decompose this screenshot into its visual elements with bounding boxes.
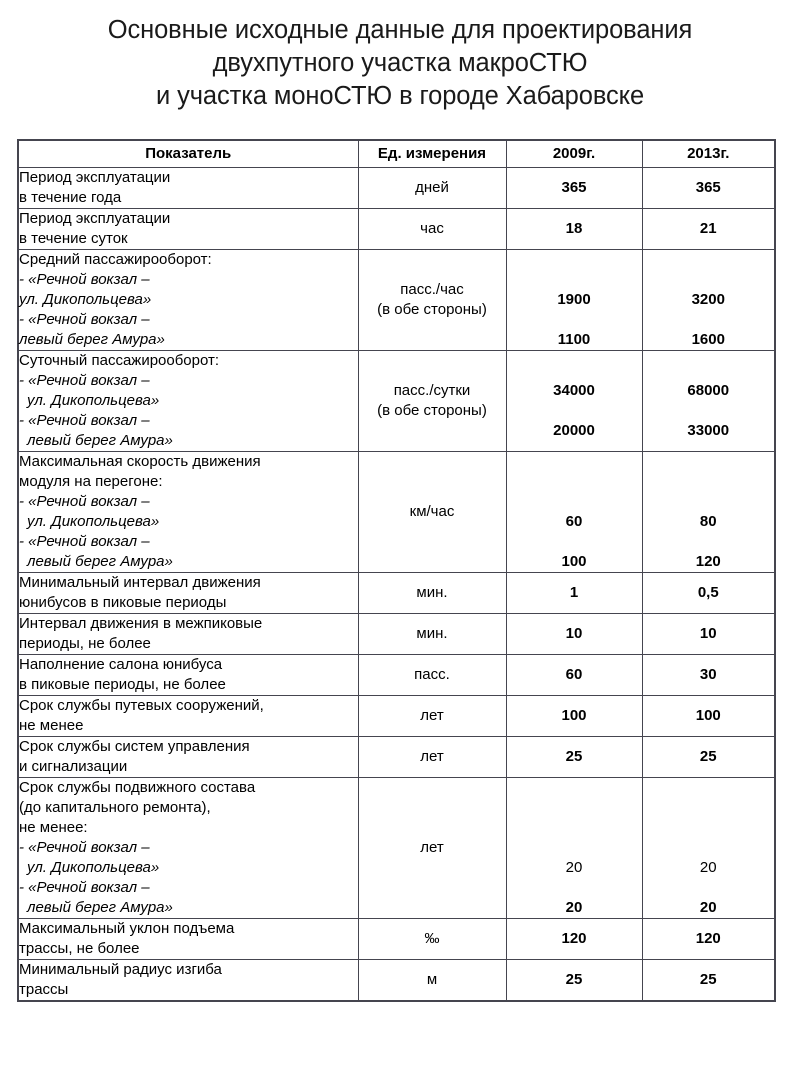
value-cell-2013: [642, 919, 775, 960]
spacer: [643, 492, 775, 512]
indicator-line: Средний пассажирооборот:: [19, 251, 212, 268]
indicator-cell: [18, 614, 358, 655]
cell-value: 25: [565, 971, 583, 988]
value-cell-2013: [642, 778, 775, 919]
spacer: [507, 310, 642, 330]
indicator-cell: [18, 573, 358, 614]
cell-value: 365: [561, 179, 587, 196]
cell-value: 30: [699, 666, 717, 683]
spacer: [507, 270, 642, 290]
unit-line: (в обе стороны): [377, 301, 487, 318]
value-cell-2009: [506, 919, 642, 960]
spacer: [643, 532, 775, 552]
table-body: [18, 168, 775, 1002]
spacer: [507, 838, 642, 858]
cell-value: 120: [695, 553, 721, 570]
value-cell-2013: [642, 209, 775, 250]
table-row: [18, 573, 775, 614]
spacer: [643, 778, 775, 798]
value-cell-2013: [642, 250, 775, 351]
indicator-cell: [18, 250, 358, 351]
indicator-line: Период эксплуатации: [19, 210, 171, 227]
unit-line: пасс.: [414, 666, 450, 683]
unit-line: км/час: [409, 503, 455, 520]
value-cell-2009: [506, 614, 642, 655]
title-line-1: Основные исходные данные для проектирования: [107, 16, 693, 44]
indicator-line: Максимальный уклон подъема: [19, 920, 235, 937]
cell-value: 20: [565, 859, 583, 876]
cell-value: 120: [695, 930, 721, 947]
spacer: [643, 472, 775, 492]
indicator-line: трассы: [19, 981, 69, 998]
value-cell-2013: [642, 737, 775, 778]
indicator-line: Минимальный радиус изгиба: [19, 961, 222, 978]
indicator-cell: [18, 452, 358, 573]
title-line-3: и участка моноСТЮ в городе Хабаровске: [155, 82, 645, 110]
indicator-line: Период эксплуатации: [19, 169, 171, 186]
cell-value: 20: [699, 859, 717, 876]
indicator-line: ул. Дикопольцева»: [27, 513, 160, 530]
cell-value: 100: [561, 707, 587, 724]
unit-cell: [358, 168, 506, 209]
cell-value: 60: [565, 513, 583, 530]
indicator-line: левый берег Амура»: [27, 899, 173, 916]
unit-cell: [358, 351, 506, 452]
table-row: [18, 655, 775, 696]
cell-value: 25: [565, 748, 583, 765]
indicator-cell: [18, 696, 358, 737]
spacer: [507, 250, 642, 270]
unit-line: пасс./сутки: [393, 382, 471, 399]
spacer: [643, 361, 775, 381]
spacer: [507, 778, 642, 798]
cell-value: 10: [565, 625, 583, 642]
cell-value: 0,5: [697, 584, 719, 601]
spacer: [643, 452, 775, 472]
title-line-2: двухпутного участка макроСТЮ: [212, 49, 588, 77]
cell-value: 120: [561, 930, 587, 947]
value-cell-2009: [506, 696, 642, 737]
cell-value: 1100: [557, 331, 591, 348]
indicator-line: - «Речной вокзал –: [19, 412, 150, 429]
spacer: [643, 838, 775, 858]
spacer: [507, 798, 642, 818]
cell-value: 25: [699, 748, 717, 765]
indicator-line: Срок службы систем управления: [19, 738, 250, 755]
unit-line: час: [420, 220, 444, 237]
value-cell-2013: [642, 351, 775, 452]
cell-value: 25: [699, 971, 717, 988]
unit-cell: [358, 250, 506, 351]
indicator-line: Максимальная скорость движения: [19, 453, 261, 470]
cell-value: 1900: [557, 291, 591, 308]
value-cell-2009: [506, 209, 642, 250]
indicator-line: - «Речной вокзал –: [19, 271, 150, 288]
indicator-line: в течение года: [19, 189, 122, 206]
table-header: [18, 140, 775, 168]
spacer: [507, 818, 642, 838]
unit-cell: [358, 778, 506, 919]
table-row: [18, 778, 775, 919]
indicator-line: не менее: [19, 717, 84, 734]
unit-cell: [358, 960, 506, 1002]
indicator-line: в пиковые периоды, не более: [19, 676, 226, 693]
indicator-cell: [18, 168, 358, 209]
unit-line: лет: [420, 707, 444, 724]
spacer: [643, 401, 775, 421]
indicator-line: Срок службы путевых сооружений,: [19, 697, 264, 714]
cell-value: 20000: [553, 422, 595, 439]
indicator-line: ул. Дикопольцева»: [19, 291, 152, 308]
indicator-line: Наполнение салона юнибуса: [19, 656, 223, 673]
indicator-line: юнибусов в пиковые периоды: [19, 594, 227, 611]
indicator-cell: [18, 351, 358, 452]
value-cell-2009: [506, 351, 642, 452]
spacer: [643, 798, 775, 818]
unit-line: лет: [420, 839, 444, 856]
spacer: [643, 878, 775, 898]
cell-value: 33000: [687, 422, 730, 439]
unit-cell: [358, 614, 506, 655]
value-cell-2009: [506, 250, 642, 351]
unit-cell: [358, 573, 506, 614]
indicator-line: левый берег Амура»: [27, 553, 173, 570]
value-cell-2013: [642, 452, 775, 573]
indicator-line: ул. Дикопольцева»: [27, 859, 160, 876]
indicator-line: - «Речной вокзал –: [19, 879, 150, 896]
unit-cell: [358, 655, 506, 696]
indicator-line: и сигнализации: [19, 758, 128, 775]
table-row: [18, 351, 775, 452]
spacer: [507, 452, 642, 472]
table-row: [18, 960, 775, 1002]
unit-line: пасс./час: [400, 281, 464, 298]
indicator-line: - «Речной вокзал –: [19, 311, 150, 328]
spacer: [643, 250, 775, 270]
cell-value: 68000: [687, 382, 730, 399]
spacer: [643, 818, 775, 838]
value-cell-2013: [642, 655, 775, 696]
indicator-cell: [18, 209, 358, 250]
table-row: [18, 168, 775, 209]
value-cell-2013: [642, 960, 775, 1002]
indicator-line: левый берег Амура»: [27, 432, 173, 449]
indicator-line: - «Речной вокзал –: [19, 493, 150, 510]
unit-cell: [358, 209, 506, 250]
table-header-row: [18, 140, 775, 168]
unit-line: лет: [420, 748, 444, 765]
indicator-line: в течение суток: [19, 230, 128, 247]
value-cell-2009: [506, 573, 642, 614]
indicator-line: левый берег Амура»: [19, 331, 165, 348]
value-cell-2013: [642, 168, 775, 209]
value-cell-2009: [506, 778, 642, 919]
data-table-container: [17, 139, 776, 1002]
indicator-cell: [18, 960, 358, 1002]
indicator-line: Суточный пассажирооборот:: [19, 352, 220, 369]
column-header-unit: Ед. измерения: [358, 140, 506, 168]
cell-value: 21: [699, 220, 717, 237]
value-cell-2009: [506, 452, 642, 573]
indicator-line: периоды, не более: [19, 635, 151, 652]
value-cell-2013: [642, 696, 775, 737]
cell-value: 1: [569, 584, 579, 601]
spacer: [507, 878, 642, 898]
cell-value: 100: [561, 553, 587, 570]
indicator-line: - «Речной вокзал –: [19, 533, 150, 550]
cell-value: 20: [565, 899, 583, 916]
table-row: [18, 696, 775, 737]
spacer: [507, 532, 642, 552]
value-cell-2009: [506, 168, 642, 209]
cell-value: 60: [565, 666, 583, 683]
indicator-line: не менее:: [19, 819, 88, 836]
indicator-cell: [18, 919, 358, 960]
unit-line: мин.: [416, 625, 448, 642]
indicator-line: ул. Дикопольцева»: [27, 392, 160, 409]
table-row: [18, 250, 775, 351]
cell-value: 365: [695, 179, 721, 196]
spacer: [643, 270, 775, 290]
table-row: [18, 919, 775, 960]
cell-value: 80: [699, 513, 717, 530]
unit-line: (в обе стороны): [377, 402, 487, 419]
spacer: [643, 310, 775, 330]
spacer: [507, 401, 642, 421]
indicator-cell: [18, 737, 358, 778]
cell-value: 3200: [691, 291, 725, 308]
cell-value: 10: [699, 625, 717, 642]
unit-line: дней: [415, 179, 449, 196]
unit-cell: [358, 452, 506, 573]
indicator-line: - «Речной вокзал –: [19, 839, 150, 856]
unit-line: м: [426, 971, 438, 988]
unit-line: ‰: [424, 930, 440, 947]
indicator-line: - «Речной вокзал –: [19, 372, 150, 389]
cell-value: 18: [565, 220, 583, 237]
value-cell-2009: [506, 960, 642, 1002]
indicator-line: Интервал движения в межпиковые: [19, 615, 263, 632]
value-cell-2013: [642, 573, 775, 614]
table-row: [18, 614, 775, 655]
cell-value: 34000: [553, 382, 595, 399]
cell-value: 100: [695, 707, 721, 724]
table-row: [18, 737, 775, 778]
indicator-line: модуля на перегоне:: [19, 473, 163, 490]
indicator-cell: [18, 778, 358, 919]
table-row: [18, 452, 775, 573]
unit-cell: [358, 696, 506, 737]
column-header-indicator: Показатель: [18, 140, 358, 168]
spacer: [507, 472, 642, 492]
indicator-line: Срок службы подвижного состава: [19, 779, 256, 796]
page-title: [0, 0, 800, 113]
value-cell-2009: [506, 655, 642, 696]
unit-cell: [358, 919, 506, 960]
indicator-line: Минимальный интервал движения: [19, 574, 261, 591]
value-cell-2013: [642, 614, 775, 655]
indicator-line: трассы, не более: [19, 940, 140, 957]
column-header-2013: 2013г.: [642, 140, 775, 168]
spacer: [507, 361, 642, 381]
cell-value: 20: [699, 899, 717, 916]
unit-cell: [358, 737, 506, 778]
column-header-2009: 2009г.: [506, 140, 642, 168]
value-cell-2009: [506, 737, 642, 778]
spacer: [507, 492, 642, 512]
unit-line: мин.: [416, 584, 448, 601]
cell-value: 1600: [691, 331, 725, 348]
table-row: [18, 209, 775, 250]
indicator-cell: [18, 655, 358, 696]
design-parameters-table: [17, 139, 776, 1002]
indicator-line: (до капитального ремонта),: [19, 799, 211, 816]
